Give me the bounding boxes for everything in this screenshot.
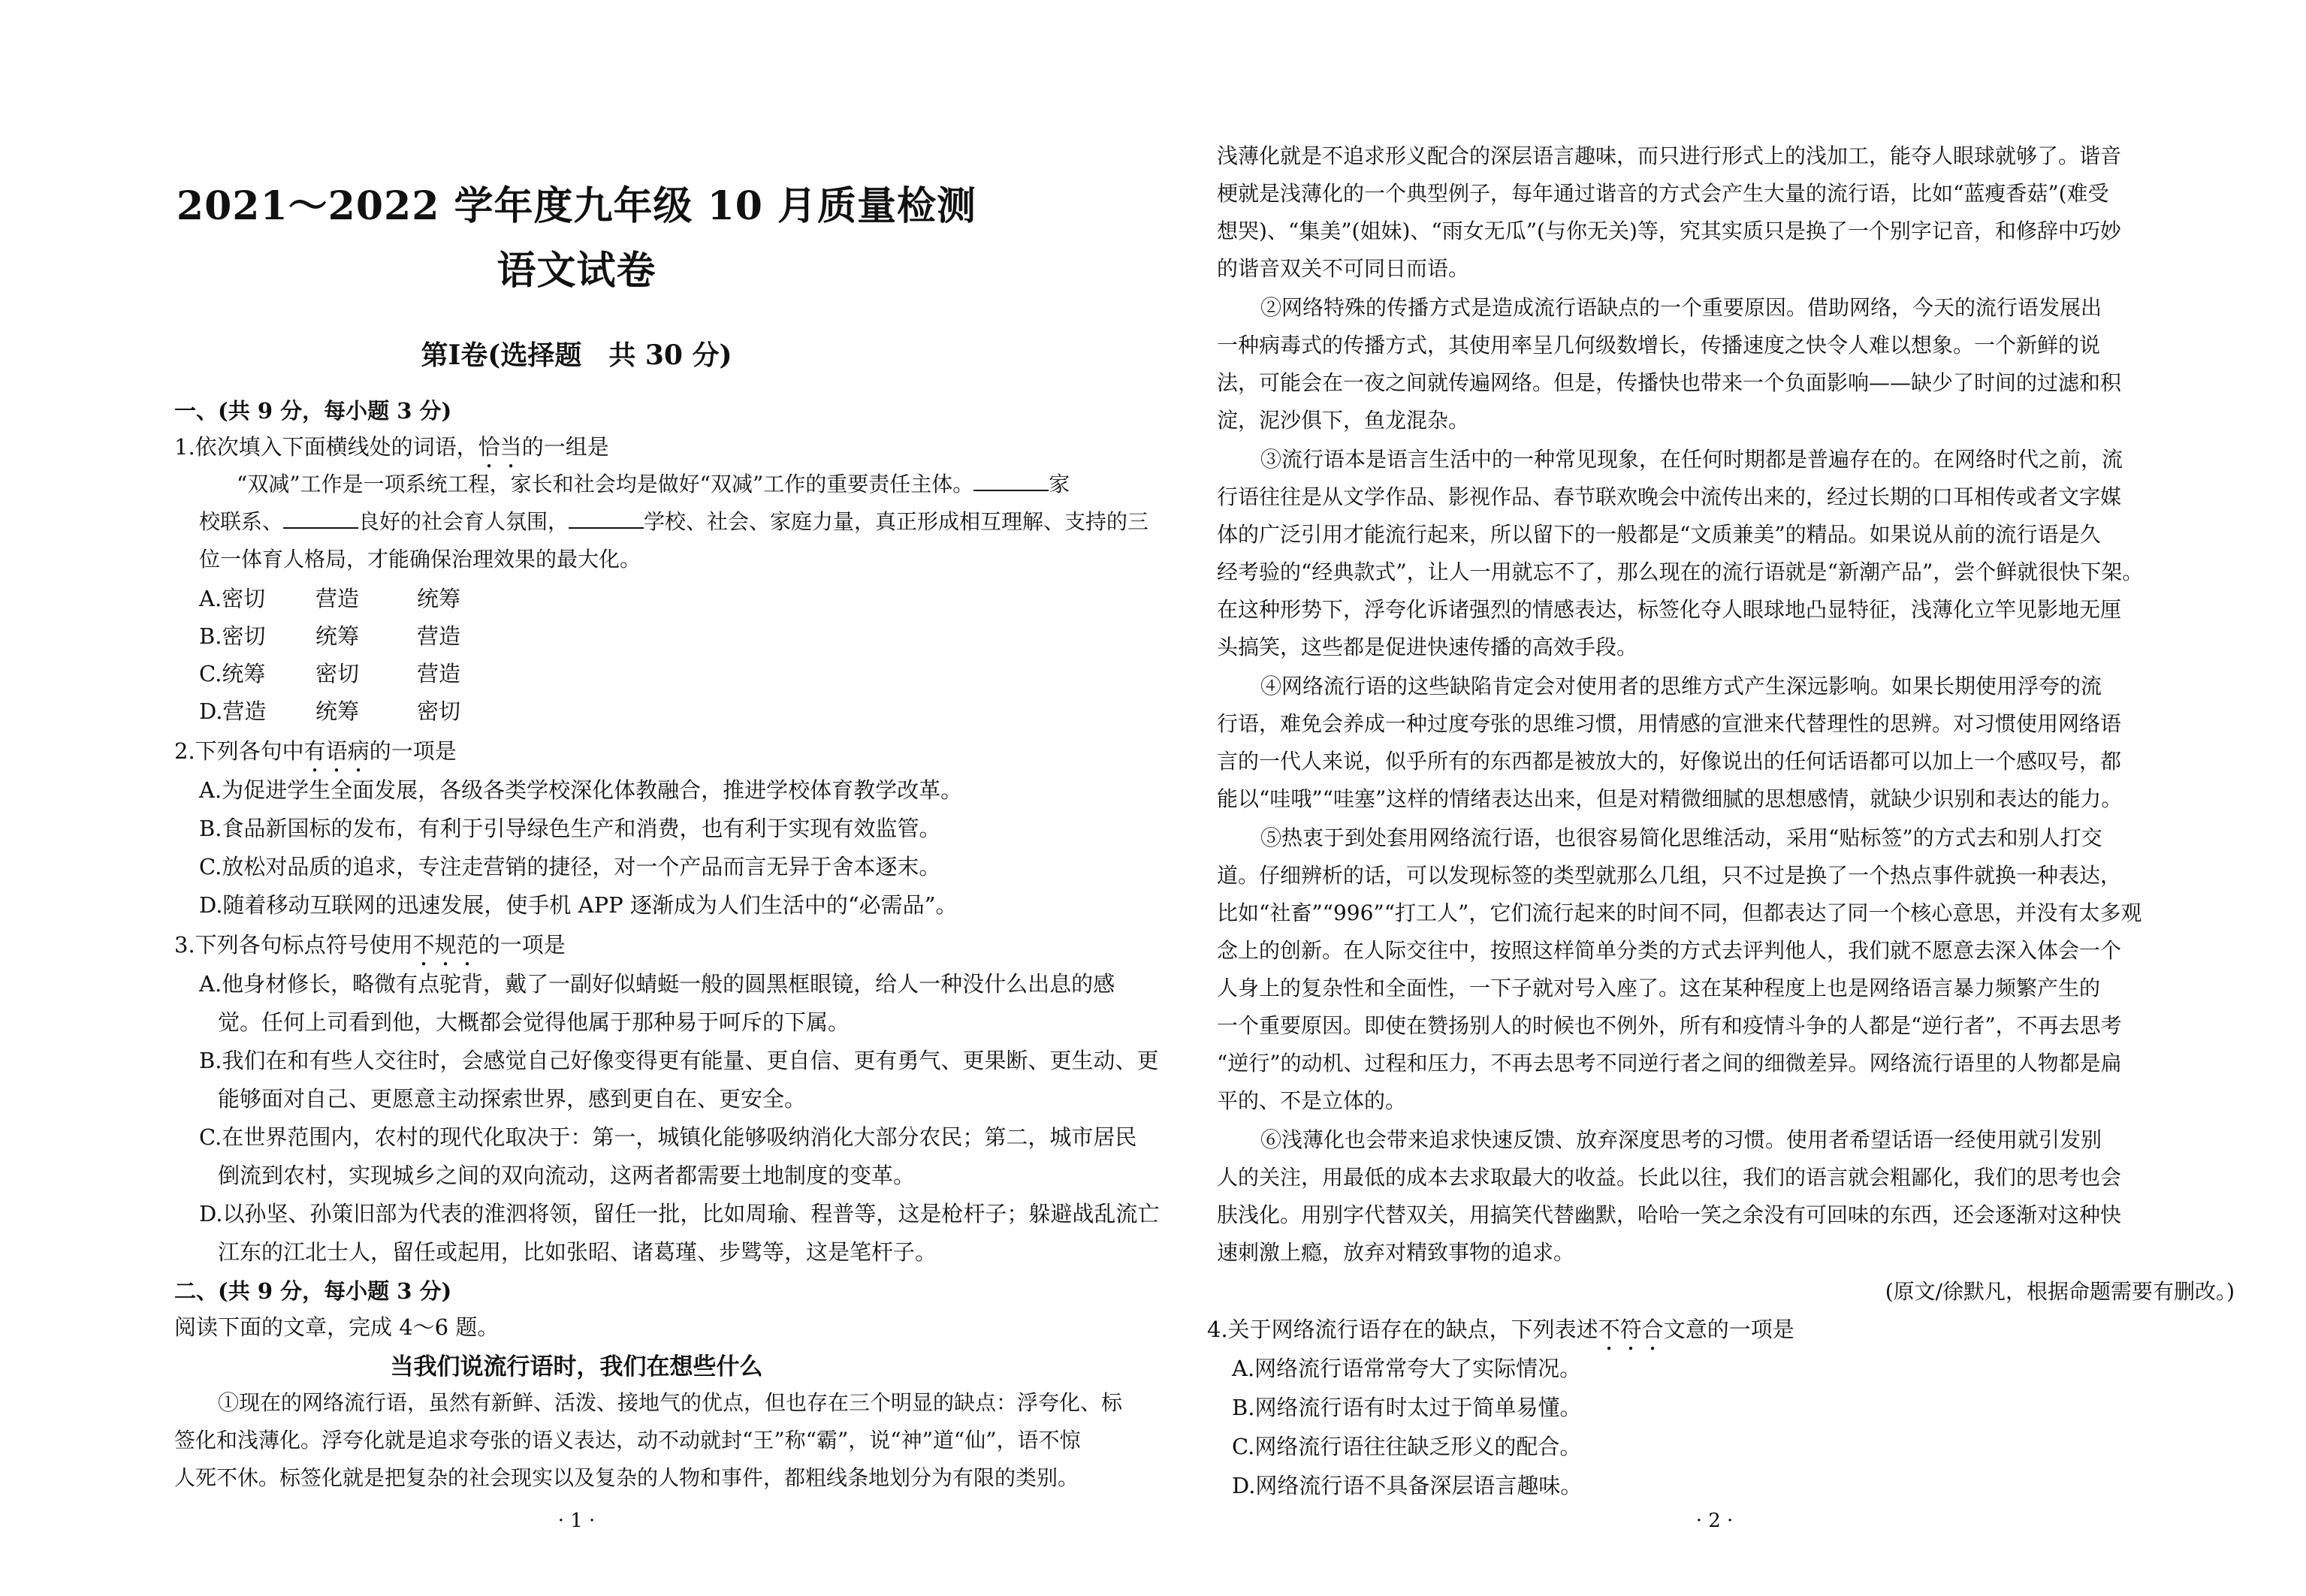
- paragraph-2-line: 一种病毒式的传播方式，其使用率呈几何级数增长，传播速度之快令人难以想象。一个新鲜的说: [1217, 333, 2101, 358]
- blank-2: [283, 508, 358, 529]
- paragraph-5-line: 人身上的复杂性和全面性，一下子就对号入座了。这在某种程度上也是网络语言暴力频繁产生的: [1217, 976, 2101, 1000]
- continued-line: 浅薄化就是不追求形义配合的深层语言趣味，而只进行形式上的浅加工，能夺人眼球就够了。谐音: [1217, 143, 2122, 168]
- paragraph-1-line: ①现在的网络流行语，虽然有新鲜、活泼、接地气的优点，但也存在三个明显的缺点：浮夸化、标: [218, 1390, 1123, 1415]
- q3-stem-end: 的一项是: [478, 932, 566, 958]
- paragraph-6-line: 速刺激上瘾，放弃对精致事物的追求。: [1217, 1240, 1575, 1265]
- option-word: B.密切: [199, 623, 266, 649]
- paragraph-1-line: 签化和浅薄化。浮夸化就是追求夸张的语义表达，动不动就封“王”称“霸”，说“神”道“仙”，语不惊: [174, 1428, 1081, 1453]
- q1-stem-end: 的一组是: [521, 434, 609, 460]
- paragraph-4-line: 能以“哇哦”“哇塞”这样的情绪表达出来，但是对精微细腻的思想感情，就缺少识别和表达的能力。: [1217, 786, 2123, 811]
- paragraph-3-line: 行语往往是从文学作品、影视作品、春节联欢晚会中流传出来的，经过长期的口耳相传或者文字媒: [1217, 484, 2122, 509]
- q3-option-a-cont: 觉。任何上司看到他，大概都会觉得他属于那种易于呵斥的下属。: [218, 1009, 850, 1035]
- continued-line: 的谐音双关不可同日而语。: [1217, 256, 1470, 281]
- reading-intro: 阅读下面的文章，完成 4～6 题。: [174, 1314, 500, 1340]
- q1-line-1a: “双减”工作是一项系统工程，家长和社会均是做好“双减”工作的重要责任主体。: [237, 472, 974, 496]
- q1-option-b: [199, 620, 518, 650]
- question-4: [1207, 1313, 1794, 1356]
- q4-option-a: A.网络流行语常常夸大了实际情况。: [1232, 1356, 1582, 1381]
- option-word: 营造: [315, 586, 360, 611]
- q1-option-c: [199, 657, 518, 688]
- q4-emphasis: 不符合: [1598, 1317, 1664, 1342]
- source-note: (原文/徐默凡，根据命题需要有删改。): [1885, 1279, 2235, 1304]
- blank-3: [569, 508, 644, 529]
- paragraph-3-line: 在这种形势下，浮夸化诉诸强烈的情感表达，标签化夺人眼球地凸显特征，浅薄化立竿见影地无厘: [1217, 597, 2122, 622]
- q2-emphasis: 有语病: [303, 738, 370, 764]
- q4-stem: 4.关于网络流行语存在的缺点，下列表述: [1207, 1317, 1598, 1342]
- paragraph-5-line: 道。仔细辨析的话，可以发现标签的类型就那么几组，只不过是换了一个热点事件就换一种表达，: [1217, 863, 2122, 888]
- q2-stem-end: 的一项是: [369, 738, 457, 764]
- q3-option-c: C.在世界范围内，农村的现代化取决于：第一，城镇化能够吸纳消化大部分农民；第二，城市居民: [199, 1124, 1137, 1150]
- q4-option-c: C.网络流行语往往缺乏形义的配合。: [1232, 1434, 1582, 1459]
- q1-option-d: [199, 695, 518, 726]
- paragraph-5-line: “逆行”的动机、过程和压力，不再去思考不同逆行者之间的细微差异。网络流行语里的人物都是扁: [1217, 1051, 2122, 1076]
- section-1-heading: 一、(共 9 分，每小题 3 分): [174, 398, 452, 424]
- q1-option-a: [199, 582, 518, 613]
- q2-option-a: A.为促进学生全面发展，各级各类学校深化体教融合，推进学校体育教学改革。: [199, 777, 963, 803]
- question-1: [174, 430, 609, 473]
- paragraph-2-line: ②网络特殊的传播方式是造成流行语缺点的一个重要原因。借助网络，今天的流行语发展出: [1260, 295, 2102, 320]
- right-page: [1153, 0, 2306, 1596]
- q2-option-b: B.食品新国标的发布，有利于引导绿色生产和消费，也有利于实现有效监管。: [199, 816, 941, 841]
- option-word: A.密切: [199, 586, 266, 611]
- continued-line: 梗就是浅薄化的一个典型例子，每年通过谐音的方式会产生大量的流行语，比如“蓝瘦香菇”(难受: [1217, 181, 2109, 206]
- q3-emphasis: 不规范: [412, 932, 478, 958]
- paragraph-2-line: 法，可能会在一夜之间就传遍网络。但是，传播快也带来一个负面影响——缺少了时间的过滤和积: [1217, 370, 2122, 395]
- article-title: 当我们说流行语时，我们在想些什么: [390, 1353, 763, 1380]
- paragraph-3-line: ③流行语本是语言生活中的一种常见现象，在任何时期都是普遍存在的。在网络时代之前，流: [1260, 447, 2123, 472]
- continued-line: 想哭)、“集美”(姐妹)、“雨女无瓜”(与你无关)等，究其实质只是换了一个别字记音，和修辞中巧妙: [1217, 219, 2121, 243]
- paragraph-5-line: ⑤热衷于到处套用网络流行语，也很容易简化思维活动，采用“贴标签”的方式去和别人打交: [1260, 825, 2102, 850]
- q1-line-2b: 良好的社会育人氛围，: [358, 509, 569, 534]
- option-word: 营造: [417, 623, 461, 649]
- paragraph-6-line: 肤浅化。用别字代替双关，用搞笑代替幽默，哈哈一笑之余没有可回味的东西，还会逐渐对这种快: [1217, 1202, 2122, 1227]
- q4-option-d: D.网络流行语不具备深层语言趣味。: [1232, 1473, 1583, 1498]
- q3-option-a: A.他身材修长，略微有点驼背，戴了一副好似蜻蜓一般的圆黑框眼镜，给人一种没什么出息的感: [199, 971, 1115, 997]
- paragraph-6-line: 人的关注，用最低的成本去求取最大的收益。长此以往，我们的语言就会粗鄙化，我们的思考也会: [1217, 1165, 2122, 1190]
- q2-stem: 2.下列各句中: [174, 738, 304, 764]
- q1-line-2c: 学校、社会、家庭力量，真正形成相互理解、支持的三: [644, 509, 1149, 534]
- q3-stem: 3.下列各句标点符号使用: [174, 932, 413, 958]
- paragraph-3-line: 经考验的“经典款式”，让人一用就忘不了，那么现在的流行语就是“新潮产品”，尝个鲜就很快下架。: [1217, 560, 2144, 584]
- volume-heading: 第Ⅰ卷(选择题 共 30 分): [421, 339, 732, 371]
- q1-passage-line: [237, 468, 1070, 498]
- paragraph-5-line: 一个重要原因。即使在赞扬别人的时候也不例外，所有和疫情斗争的人都是“逆行者”，不再去思考: [1217, 1013, 2122, 1038]
- paragraph-5-line: 比如“社畜”“996”“打工人”，它们流行起来的时间不同，但都表达了同一个核心意思，并没有太多观: [1217, 901, 2142, 925]
- option-word: C.统筹: [199, 661, 266, 686]
- page-number: · 2 ·: [1695, 1510, 1734, 1532]
- option-word: 密切: [315, 661, 360, 686]
- option-word: 营造: [417, 661, 461, 686]
- q3-option-b-cont: 能够面对自己、更愿意主动探索世界，感到更自在、更安全。: [218, 1086, 807, 1112]
- q2-option-c: C.放松对品质的追求，专注走营销的捷径，对一个产品而言无异于舍本逐末。: [199, 854, 941, 879]
- q3-option-c-cont: 倒流到农村，实现城乡之间的双向流动，这两者都需要土地制度的变革。: [218, 1163, 916, 1188]
- paragraph-3-line: 头搞笑，这些都是促进快速传播的高效手段。: [1217, 635, 1638, 659]
- option-word: 密切: [417, 698, 461, 724]
- paragraph-4-line: 行语，难免会养成一种过度夸张的思维习惯，用情感的宣泄来代替理性的思辨。对习惯使用网络语: [1217, 711, 2122, 736]
- option-word: 统筹: [315, 623, 360, 649]
- paragraph-6-line: ⑥浅薄化也会带来追求快速反馈、放弃深度思考的习惯。使用者希望话语一经使用就引发别: [1260, 1127, 2102, 1152]
- q1-stem: 1.依次填入下面横线处的词语，: [174, 434, 478, 460]
- q1-passage-line: 位一体育人格局，才能确保治理效果的最大化。: [199, 547, 641, 572]
- paragraph-2-line: 淀，泥沙俱下，鱼龙混杂。: [1217, 408, 1470, 433]
- q2-option-d: D.随着移动互联网的迅速发展，使手机 APP 逐渐成为人们生活中的“必需品”。: [199, 892, 958, 918]
- question-2: [174, 735, 457, 777]
- exam-title: 2021～2022 学年度九年级 10 月质量检测: [176, 183, 977, 229]
- paragraph-4-line: 言的一代人来说，似乎所有的东西都是被放大的，好像说出的任何话语都可以加上一个感叹号，都: [1217, 749, 2122, 774]
- q1-line-1b: 家: [1049, 472, 1070, 496]
- paragraph-1-line: 人死不休。标签化就是把复杂的社会现实以及复杂的人物和事件，都粗线条地划分为有限的类别。: [174, 1465, 1079, 1490]
- question-3: [174, 928, 566, 971]
- option-word: 统筹: [315, 698, 360, 724]
- paragraph-5-line: 念上的创新。在人际交往中，按照这样简单分类的方式去评判他人，我们就不愿意去深入体会一个: [1217, 938, 2122, 963]
- q1-emphasis: 恰当: [478, 434, 522, 460]
- paragraph-3-line: 体的广泛引用才能流行起来，所以留下的一般都是“文质兼美”的精品。如果说从前的流行语是久: [1217, 522, 2101, 547]
- q1-line-2a: 校联系、: [199, 509, 284, 534]
- paragraph-5-line: 平的、不是立体的。: [1217, 1088, 1407, 1113]
- blank-1: [973, 470, 1049, 491]
- option-word: D.营造: [199, 698, 267, 724]
- page-number: · 1 ·: [557, 1510, 596, 1532]
- q4-stem-end: 文意的一项是: [1663, 1317, 1794, 1342]
- q4-option-b: B.网络流行语有时太过于简单易懂。: [1232, 1395, 1582, 1420]
- q3-option-b: B.我们在和有些人交往时，会感觉自己好像变得更有能量、更自信、更有勇气、更果断、更生动、更: [199, 1048, 1159, 1073]
- q3-option-d: D.以孙坚、孙策旧部为代表的淮泗将领，留任一批，比如周瑜、程普等，这是枪杆子；躲避战乱流亡: [199, 1201, 1160, 1226]
- section-2-heading: 二、(共 9 分，每小题 3 分): [174, 1278, 452, 1304]
- q3-option-d-cont: 江东的江北士人，留任或起用，比如张昭、诸葛瑾、步骘等，这是笔杆子。: [218, 1239, 937, 1265]
- option-word: 统筹: [417, 586, 461, 611]
- paragraph-4-line: ④网络流行语的这些缺陷肯定会对使用者的思维方式产生深远影响。如果长期使用浮夸的流: [1260, 674, 2102, 698]
- exam-subtitle: 语文试卷: [497, 248, 656, 294]
- q1-passage-line: [199, 505, 1148, 536]
